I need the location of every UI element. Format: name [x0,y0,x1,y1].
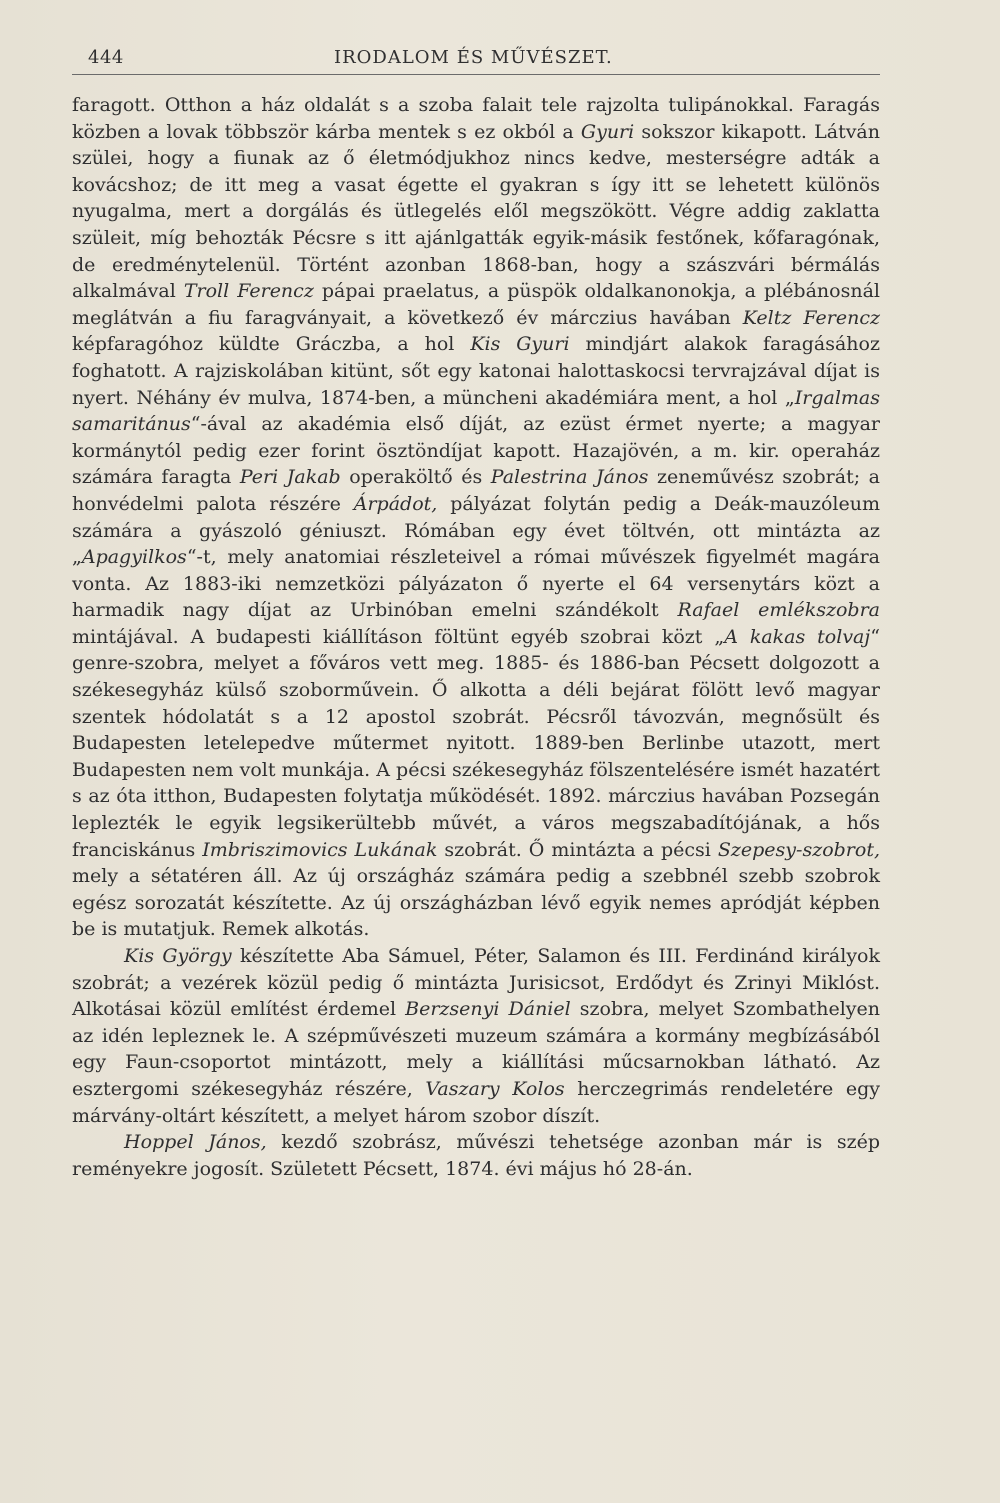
text-segment: faragott. Otthon a ház oldalát s a szoba falait tele rajzolta tulipánokkal. Faragás közben a lovak többször kárba mentek s ez okból a [72,94,880,143]
text-segment: mindjárt alakok faragásához foghatott. A rajziskolában kitünt, sőt egy katonai halottaskocsi tervrajzával díjat is nyert. Néhány év mulva, 1874-ben, a müncheni akadémiára ment, a hol „ [72,333,880,409]
italic-title: A kakas tolvaj [724,625,871,648]
text-segment: mely a sétatéren áll. Az új országház számára pedig a szebbnél szebb szobrok egész sorozatát készítette. Az új országházban lévő egyik nemes apródját képben be is mutatjuk. Remek alkotás. [72,865,880,941]
italic-name: Keltz Ferencz [742,306,880,329]
italic-name: Kis Gyuri [470,333,570,356]
text-segment: “-t, mely anatomiai részleteivel a római művészek figyelmét magára vonta. Az 1883-iki nemzetközi pályázaton ő nyerte el 64 versenytárs közt a harmadik nagy díjat az Urbinóban emelni szándékolt [72,546,880,622]
italic-title: Apagyilkos [81,546,187,569]
text-segment: képfaragóhoz küldte Gráczba, a hol [72,333,471,356]
paragraph-3 [72,1129,880,1182]
text-segment: szobra, melyet Szombathelyen az idén lepleznek le. A szépművészeti muzeum számára a kormány megbízásából egy Faun-csoportot mintázott, mely a kiállítási műcsarnokban látható. Az esztergomi székesegyház részére, [72,998,880,1100]
paragraph-2 [72,943,880,1129]
text-segment: kezdő szobrász, művészi tehetsége azonban már is szép reményekre jogosít. Született Pécsett, 1874. évi május hó 28-án. [72,1131,881,1180]
italic-name: Gyuri [580,120,635,143]
italic-name: Berzsenyi Dániel [405,998,571,1021]
text-segment: szobrát. Ő mintázta a pécsi [437,838,718,861]
italic-name: Imbriszimovics Lukának [202,838,438,861]
italic-name: Kis György [124,945,232,967]
text-segment: mintájával. A budapesti kiállításon föltünt egyéb szobrai közt „ [72,625,725,648]
italic-title: Szepesy-szobrot, [717,838,880,861]
italic-name: Palestrina János [490,466,649,489]
text-segment: operaköltő és [340,466,491,489]
italic-name: Vaszary Kolos [425,1077,565,1100]
text-segment: sokszor kikapott. Látván szülei, hogy a fiunak az ő életmódjukhoz nincs kedve, mesterségre adták a kovácshoz; de itt meg a vasat égette el gyakran s így itt se lehetett különös nyugalma, mert a dorgálás és ütlegelés elől megszökött. Végre addig zaklatta szüleit, míg behozták Pécsre s itt ajánlgatták egyik-másik festőnek, kőfaragónak, de eredménytelenül. Történt azonban 1868-ban, hogy a szászvári bérmálás alkalmával [72,120,881,303]
italic-name: Árpádot, [353,492,438,515]
text-segment: pályázat folytán pedig a Deák-mauzóleum számára a gyászoló géniuszt. Rómában egy évet töltvén, ott mintázta az „ [72,492,880,569]
text-segment: zeneművész szobrát; a honvédelmi palota részére [72,466,881,515]
article-body [72,92,880,1182]
text-segment: herczegrimás rendeletére egy márvány-oltárt készített, a melyet három szobor díszít. [72,1077,880,1127]
italic-title: Rafael emlékszobra [677,599,880,622]
page-header [72,42,880,75]
italic-name: Troll Ferencz [183,280,314,303]
text-segment: készítette Aba Sámuel, Péter, Salamon és III. Ferdinánd királyok szobrát; a vezérek közül pedig ő mintázta Jurisicsot, Erdődyt és Zrinyi Miklóst. Alkotásai közül említést érdemel [72,945,881,1021]
italic-name: Hoppel János, [124,1131,267,1154]
text-segment: “-ával az akadémia első díját, az ezüst érmet nyerte; a magyar kormánytól pedig ezer forint ösztöndíjat kapott. Hazajövén, a m. kir. operaház számára faragta [72,413,880,489]
paragraph-1 [72,92,880,943]
italic-name: Peri Jakab [239,466,341,489]
text-segment: “ genre-szobra, melyet a főváros vett meg. 1885- és 1886-ban Pécsett dolgozott a székesegyház külső szoborművein. Ő alkotta a déli bejárat fölött levő magyar szentek hódolatát s a 12 apostol szobrát. Pécsről távozván, megnősült és Budapesten letelepedve műtermet nyitott. 1889-ben Berlinbe utazott, mert Budapesten nem volt munkája. A pécsi székesegyház fölszentelésére ismét hazatért s az óta itthon, Budapesten folytatja működését. 1892. márczius havában Pozsegán leplezték le egyik legsikerültebb művét, a város megszabadítójának, a hős franciskánus [72,625,880,861]
text-segment: pápai praelatus, a püspök oldalkanonokja, a plébánosnál meglátván a fiu faragványait, a következő év márczius havában [72,280,880,329]
italic-title: Irgalmas samaritánus [72,386,880,436]
page-number: 444 [88,47,124,68]
running-title: IRODALOM ÉS MŰVÉSZET. [334,47,613,68]
